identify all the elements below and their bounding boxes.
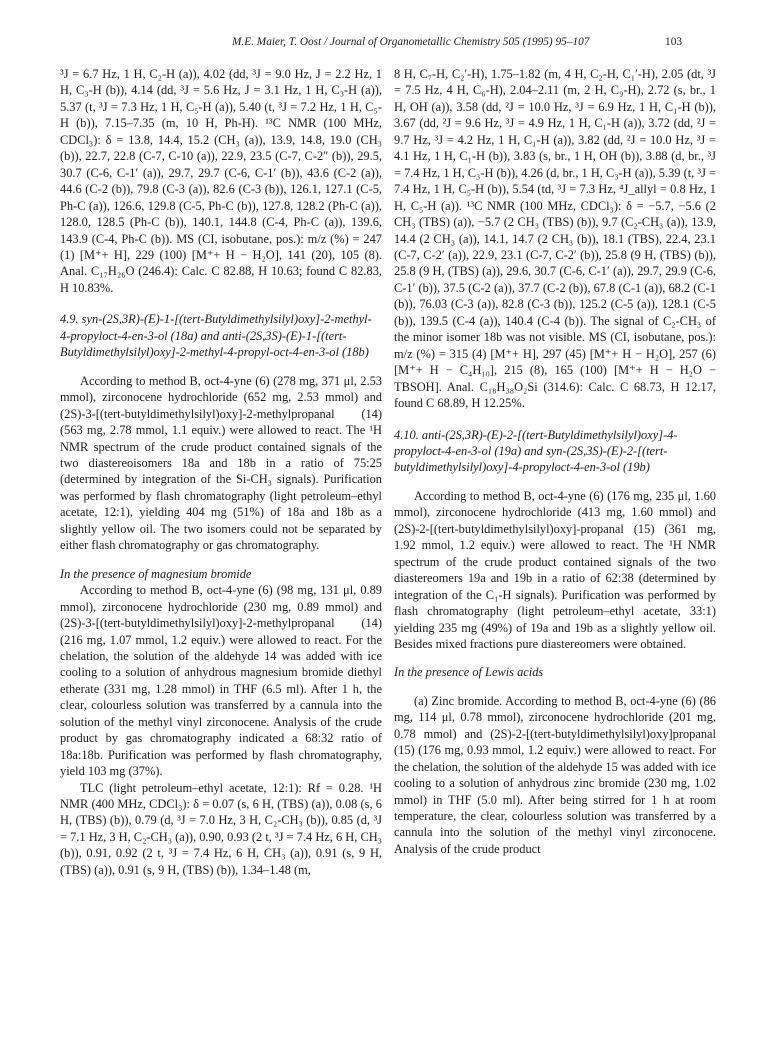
nmr-data-continued-right: 8 H, C₇-H, C₂′-H), 1.75–1.82 (m, 4 H, C₂-H, C₁′-H), 2.05 (dt, ³J = 7.5 Hz, 4 H, C₆-H), 2.04–2.11 (m, 2 H, C₉-H), 2.72 (s, br., 1 H, OH (a)), 3.58 (dd, ²J = 10.0 Hz, ³J = 6.9 Hz, 1 H, C₁-H (b)), 3.67 (dd, ²J = 9.6 Hz, ³J = 4.9 Hz, 1 H, C₁-H (a)), 3.72 (dd, ²J = 9.7 Hz, ³J = 4.2 Hz, 1 H, C₁-H (a)), 3.82 (dd, ²J = 10.0 Hz, ³J = 4.1 Hz, 1 H, C₁-H (b)), 3.83 (s, br., 1 H, OH (b)), 3.88 (d, br., ³J = 7.4 Hz, 1 H, C₃-H (b)), 4.26 (d, br., 1 H, C₃-H (a)), 5.39 (t, ³J = 7.4 Hz, 1 H, C₅-H (b)), 5.54 (td, ³J = 7.3 Hz, ⁴J_allyl = 0.8 Hz, 1 H, C₅-H (a)). ¹³C NMR (100 MHz, CDCl₃): δ = −5.7, −5.6 (2 CH₃ (TBS) (a)), −5.7 (2 CH₃ (TBS) (b)), 9.7 (C₂-CH₃ (a)), 13.9, 14.4 (2 CH₃ (a)), 14.1, 14.7 (2 CH₃ (b)), 18.1 (TBS), 22.4, 23.1 (C-7, C-2′ (a)), 22.9, 23.1 (C-7, C-2′ (b)), 25.8 (9 H, (TBS) (b)), 25.8 (9 H, (TBS) (a)), 29.6, 30.7 (C-6, C-1′ (a)), 29.7, 29.9 (C-6, C-1′ (b)), 37.5 (C-2 (a)), 37.7 (C-2 (b)), 67.8 (C-1 (a)), 68.2 (C-1 (b)), 76.03 (C-3 (a)), 82.8 (C-3 (b)), 125.2 (C-5 (a)), 128.1 (C-5 (b)), 139.5 (C-4 (a)), 140.4 (C-4 (b)). The signal of C₂-CH₃ of the minor isomer 18b was not visible. MS (CI, isobutane, pos.): m/z (%) = 315 (4) [M⁺+ H], 297 (45) [M⁺+ H − H₂O], 257 (6) [M⁺+ H − C₄H₁₀], 215 (8), 165 (100) [M⁺+ H − H₂O − TBSOH]. Anal. C₁₈H₃₈O₂Si (314.6): Calc. C 68.73, H 12.17, found C 68.89, H 12.25%.	[394, 67, 716, 411]
zinc-bromide-procedure: (a) Zinc bromide. According to method B, oct-4-yne (6) (86 mg, 114 μl, 0.78 mmol), zirconocene hydrochloride (201 mg, 0.78 mmol) and (2S)-2-[(tert-butyldimethylsilyl)oxy]propanal (15) (176 mg, 0.93 mmol, 1.2 equiv.) were allowed to react. For the chelation, the solution of the aldehyde 15 was added with ice cooling to a solution of anhydrous zinc bromide (230 mg, 1.02 mmol) in THF (5.0 ml). After being stirred for 1 h at room temperature, the clear, colourless solution was transferred by a cannula into the solution of the methyl vinyl zirconocene. Analysis of the crude product	[394, 693, 716, 856]
right-column	[394, 66, 716, 857]
section-4-10-title: 4.10. anti-(2S,3R)-(E)-2-[(tert-Butyldimethylsilyl)oxy]-4-propyloct-4-en-3-ol (19a) and syn-(2S,3S)-(E)-2-[(tert-butyldimethylsilyl)oxy]-4-propyloct-4-en-3-ol (19b)	[394, 427, 678, 475]
nmr-data-continued: ³J = 6.7 Hz, 1 H, C₂-H (a)), 4.02 (dd, ³J = 9.0 Hz, J = 2.2 Hz, 1 H, C₃-H (b)), 4.14 (dd, ³J = 5.6 Hz, J = 3.1 Hz, 1 H, C₃-H (a)), 5.37 (t, ³J = 7.3 Hz, 1 H, C₅-H (a)), 5.40 (t, ³J = 7.2 Hz, 1 H, C₅-H (b)), 7.15–7.35 (m, 10 H, Ph-H). ¹³C NMR (100 MHz, CDCl₃): δ = 13.8, 14.4, 15.2 (CH₃ (a)), 13.9, 14.8, 19.0 (CH₃ (b)), 22.7, 22.8 (C-7, C-10 (a)), 22.9, 23.5 (C-7, C-2″ (b)), 29.5, 30.7 (C-6, C-1′ (a)), 29.7, 29.7 (C-6, C-1′ (b)), 43.6 (C-2 (a)), 44.6 (C-2 (b)), 79.8 (C-3 (a)), 82.6 (C-3 (b)), 126.1, 127.1 (C-5, Ph-C (a)), 126.6, 129.8 (C-5, Ph-C (b)), 127.8, 128.2 (Ph-C (a)), 128.0, 128.5 (Ph-C (b)), 140.1, 144.8 (C-4, Ph-C (a)), 139.6, 143.9 (C-4, Ph-C (b)). MS (CI, isobutane, pos.): m/z (%) = 247 (1) [M⁺+ H], 229 (100) [M⁺+ H − H₂O], 141 (20), 105 (8). Anal. C₁₇H₂₆O (246.4): Calc. C 82.88, H 10.63; found C 82.83, H 10.83%.	[60, 67, 382, 295]
section-4-9-procedure: According to method B, oct-4-yne (6) (278 mg, 371 μl, 2.53 mmol), zirconocene hydrochloride (652 mg, 2.53 mmol) and (2S)-3-[(tert-butyldimethylsilyl)oxy]-2-methylpropanal (14) (563 mg, 2.78 mmol, 1.1 equiv.) were allowed to react. The ¹H NMR spectrum of the crude product contained signals of the two diastereoisomers 18a and 18b in a ratio of 75:25 (determined by integration of the Si-CH₃ signals). Purification was performed by flash chromatography (light petroleum–ethyl acetate, 12:1), yielding 404 mg (51%) of 18a and 18b as a slightly yellow oil. The two isomers could not be separated by either flash chromatography or gas chromatography.	[60, 373, 382, 553]
section-4-9-title: 4.9. syn-(2S,3R)-(E)-1-[(tert-Butyldimethylsilyl)oxy]-2-methyl-4-propyloct-4-en-3-ol (18a) and anti-(2S,3S)-(E)-1-[(tert-Butyldimethylsilyl)oxy]-2-methyl-4-propyl-oct-4-en-3-ol (18b)	[60, 312, 372, 360]
magnesium-bromide-procedure: According to method B, oct-4-yne (6) (98 mg, 131 μl, 0.89 mmol), zirconocene hydrochloride (230 mg, 0.89 mmol) and (2S)-3-[(tert-butyldimethylsilyl)oxy]-2-methylpropanal (14) (216 mg, 1.07 mmol, 1.2 equiv.) were allowed to react. For the chelation, the solution of the aldehyde 14 was added with ice cooling to a solution of anhydrous magnesium bromide diethyl etherate (331 mg, 1.28 mmol) in THF (6.5 ml). After 1 h, the clear, colourless solution was transferred by a cannula into the solution of the methyl vinyl zirconocene. Analysis of the crude product by gas chromatography indicated a 68:32 ratio of 18a:18b. Purification was performed by flash chromatography, yield 103 mg (37%).	[60, 583, 382, 779]
running-head: M.E. Maier, T. Oost / Journal of Organometallic Chemistry 505 (1995) 95–107	[232, 36, 590, 48]
magnesium-bromide-title: In the presence of magnesium bromide	[60, 566, 252, 581]
page-number: 103	[665, 36, 682, 48]
left-column	[60, 66, 382, 878]
lewis-acids-title: In the presence of Lewis acids	[394, 665, 544, 680]
tlc-nmr-data: TLC (light petroleum–ethyl acetate, 12:1): Rf = 0.28. ¹H NMR (400 MHz, CDCl₃): δ = 0.07 (s, 6 H, (TBS) (a)), 0.08 (s, 6 H, (TBS) (b)), 0.79 (d, ³J = 7.0 Hz, 3 H, C₂-CH₃ (b)), 0.85 (d, ³J = 7.1 Hz, 3 H, C₂-CH₃ (a)), 0.90, 0.93 (2 t, ³J = 7.4 Hz, 6 H, CH₃ (b)), 0.91, 0.92 (2 t, ³J = 7.4 Hz, 6 H, CH₃ (a)), 0.91 (s, 9 H, (TBS) (a)), 0.91 (s, 9 H, (TBS) (b)), 1.34–1.48 (m,	[60, 780, 382, 877]
running-header	[0, 36, 768, 54]
section-4-10-procedure: According to method B, oct-4-yne (6) (176 mg, 235 μl, 1.60 mmol), zirconocene hydrochloride (413 mg, 1.60 mmol) and (2S)-2-[(tert-butyldimethylsilyl)oxy]-propanal (15) (361 mg, 1.92 mmol, 1.2 equiv.) were allowed to react. The ¹H NMR spectrum of the crude product contained signals of the two diastereomers 19a and 19b in a ratio of 62:38 (determined by integration of the C₁-H signals). Purification was performed by flash chromatography (light petroleum–ethyl acetate, 33:1) yielding 235 mg (49%) of 19a and 19b as a slightly yellow oil. Besides mixed fractions pure diastereomers were obtained.	[394, 488, 716, 651]
